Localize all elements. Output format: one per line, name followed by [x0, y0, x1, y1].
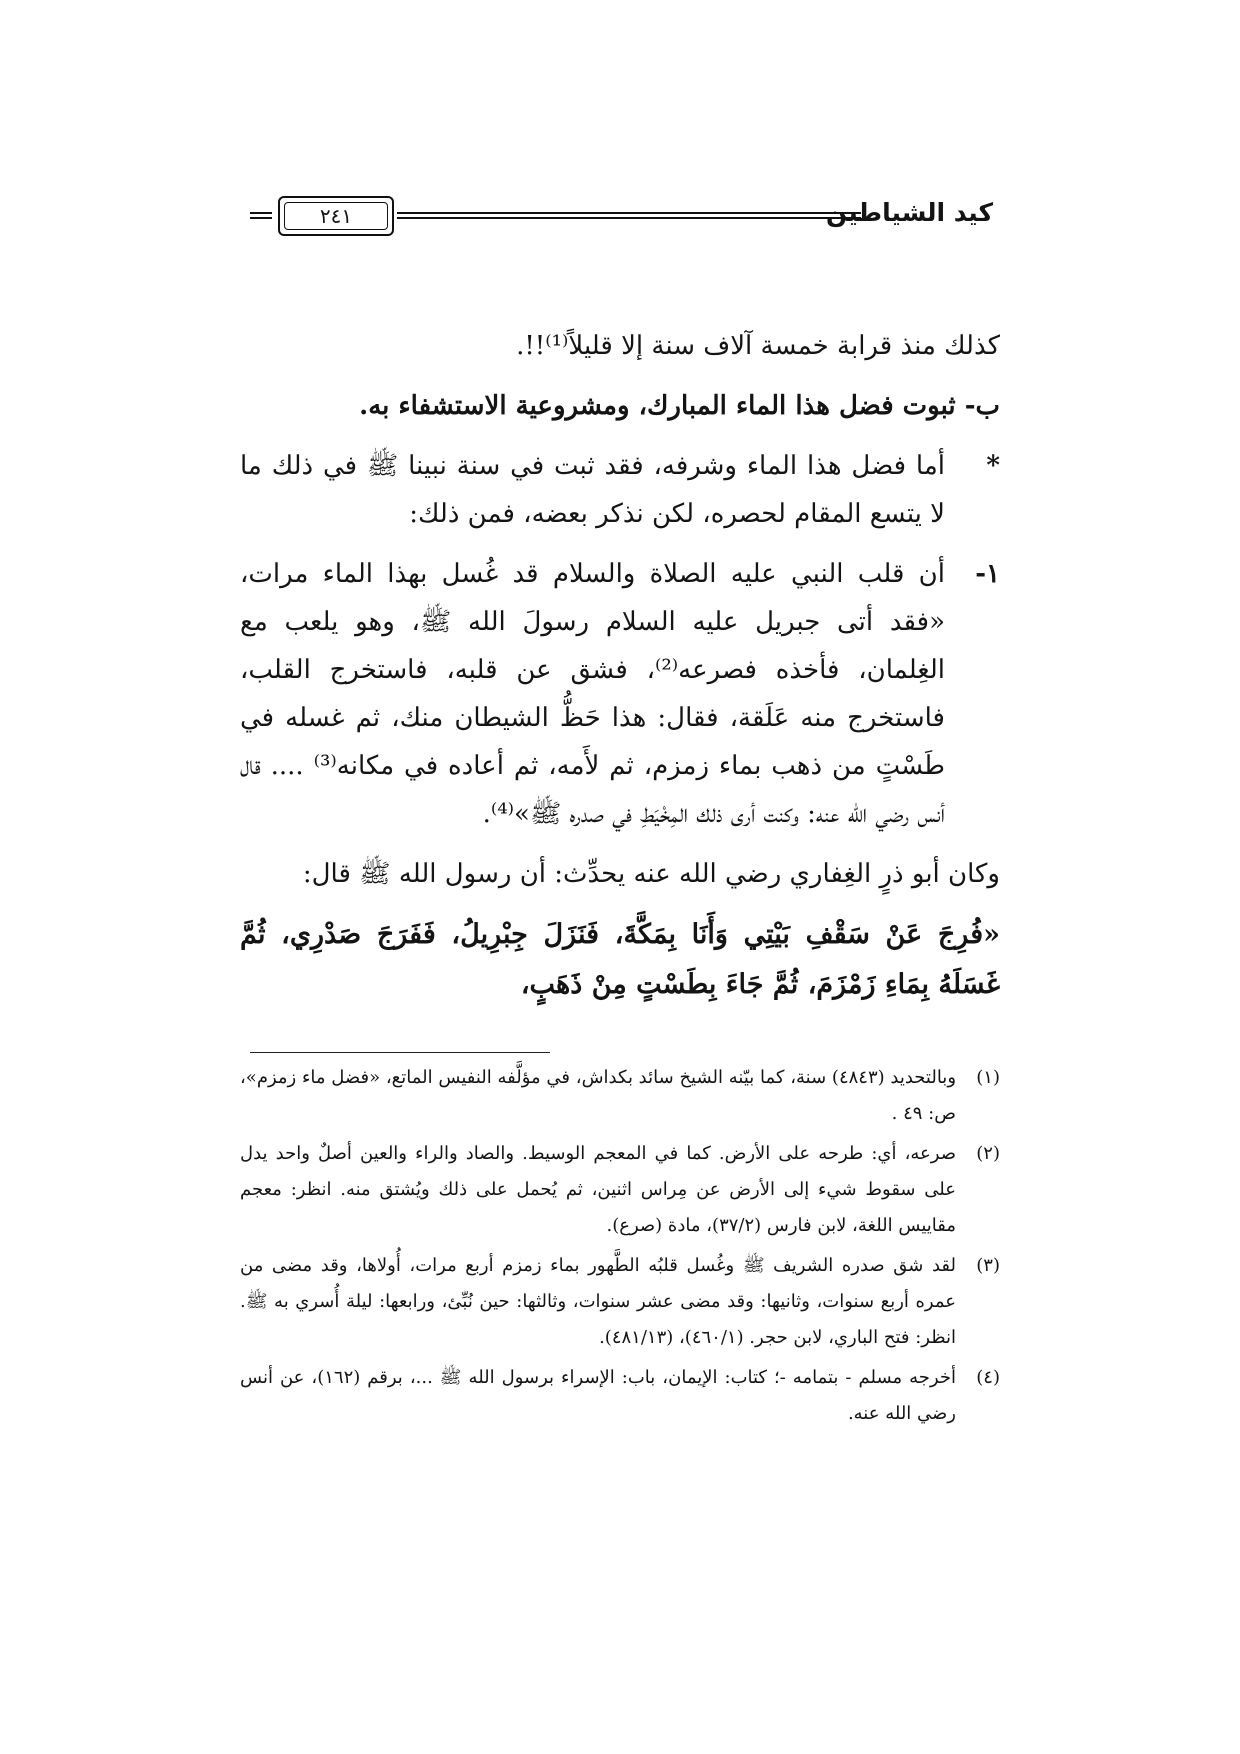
header-rule [397, 212, 861, 219]
item-number: ١- [975, 559, 1000, 589]
footnote-number: (٢) [976, 1143, 1000, 1164]
footnote [240, 1060, 1000, 1132]
intro-line: كذلك منذ قرابة خمسة آلاف سنة إلا قليلاً⁽¹⁾!!. [516, 331, 1000, 361]
hadith-text: «فُرِجَ عَنْ سَقْفِ بَيْتِي وَأَنَا بِمَكَّةَ، فَنَزَلَ جِبْرِيلُ، فَفَرَجَ صَدْرِي، ثُمَّ غَسَلَهُ بِمَاءِ زَمْزَمَ، ثُمَّ جَاءَ بِطَسْتٍ مِنْ ذَهَبٍ، [240, 919, 1000, 1000]
numbered-item-1 [240, 550, 1000, 838]
paragraph-abu-dharr: وكان أبو ذرٍ الغِفاري رضي الله عنه يحدِّث: أن رسول الله ﷺ قال: [302, 859, 1000, 889]
footnote [240, 1360, 1000, 1432]
page-number: ٢٤١ [319, 204, 353, 228]
footnote-text: لقد شق صدره الشريف ﷺ وغُسل قلبُه الطَّهور بماء زمزم أربع مرات، أُولاها، وقد مضى من عمره أربع سنوات، وثانيها: وقد مضى عشر سنوات، وثالثها: حين نُبِّئ، ورابعها: ليلة أُسري به ﷺ. انظر: فتح الباري، لابن حجر. (٤٦٠/١)، (٤٨١/١٣). [240, 1255, 956, 1348]
header-rule-end [250, 212, 272, 219]
footnotes [240, 1060, 1000, 1436]
footnote-number: (١) [976, 1067, 1000, 1088]
page-number-frame [278, 196, 394, 236]
footnote-number: (٣) [976, 1255, 1000, 1276]
bullet-paragraph [240, 442, 1000, 538]
item-text: أن قلب النبي عليه الصلاة والسلام قد غُسل بهذا الماء مرات، «فقد أتى جبريل عليه السلام رسولَ الله ﷺ، وهو يلعب مع الغِلمان، فأخذه فصرعه⁽²⁾، فشق عن قلبه، فاستخرج القلب، فاستخرج منه عَلَقة، فقال: هذا حَظُّ الشيطان منك، ثم غسله في طَسْتٍ من ذهب بماء زمزم، ثم لأَمه، ثم أعاده في مكانه⁽³⁾ .... قال أنس رضي الله عنه: وكنت أرى ذلك المِخْيَطِ في صدره ﷺ»⁽⁴⁾. [240, 559, 945, 829]
running-header [250, 196, 993, 240]
main-text [240, 322, 1000, 1022]
running-title: كيد الشياطين [825, 198, 993, 227]
footnote [240, 1136, 1000, 1244]
bullet-text: أما فضل هذا الماء وشرفه، فقد ثبت في سنة نبينا ﷺ في ذلك ما لا يتسع المقام لحصره، لكن نذكر بعضه، فمن ذلك: [240, 451, 945, 529]
section-subheading: ب- ثبوت فضل هذا الماء المبارك، ومشروعية الاستشفاء به. [359, 391, 1000, 421]
footnote-number: (٤) [976, 1367, 1000, 1388]
footnote-text: أخرجه مسلم - بتمامه -؛ كتاب: الإيمان، باب: الإسراء برسول الله ﷺ ...، برقم (١٦٢)، عن أنس رضي الله عنه. [240, 1367, 956, 1424]
footnote-text: صرعه، أي: طرحه على الأرض. كما في المعجم الوسيط. والصاد والراء والعين أصلٌ واحد يدل على سقوط شيء إلى الأرض عن مِراس اثنين، ثم يُحمل على ذلك ويُشتق منه. انظر: معجم مقاييس اللغة، لابن فارس (٣٧/٢)، مادة (صرع). [240, 1143, 956, 1236]
footnote [240, 1248, 1000, 1356]
footnote-separator [250, 1052, 550, 1053]
asterisk-marker: * [986, 451, 1000, 481]
footnote-text: وبالتحديد (٤٨٤٣) سنة، كما بيّنه الشيخ سائد بكداش، في مؤلَّفه النفيس الماتع، «فضل ماء زمزم»، ص: ٤٩ . [240, 1067, 957, 1124]
